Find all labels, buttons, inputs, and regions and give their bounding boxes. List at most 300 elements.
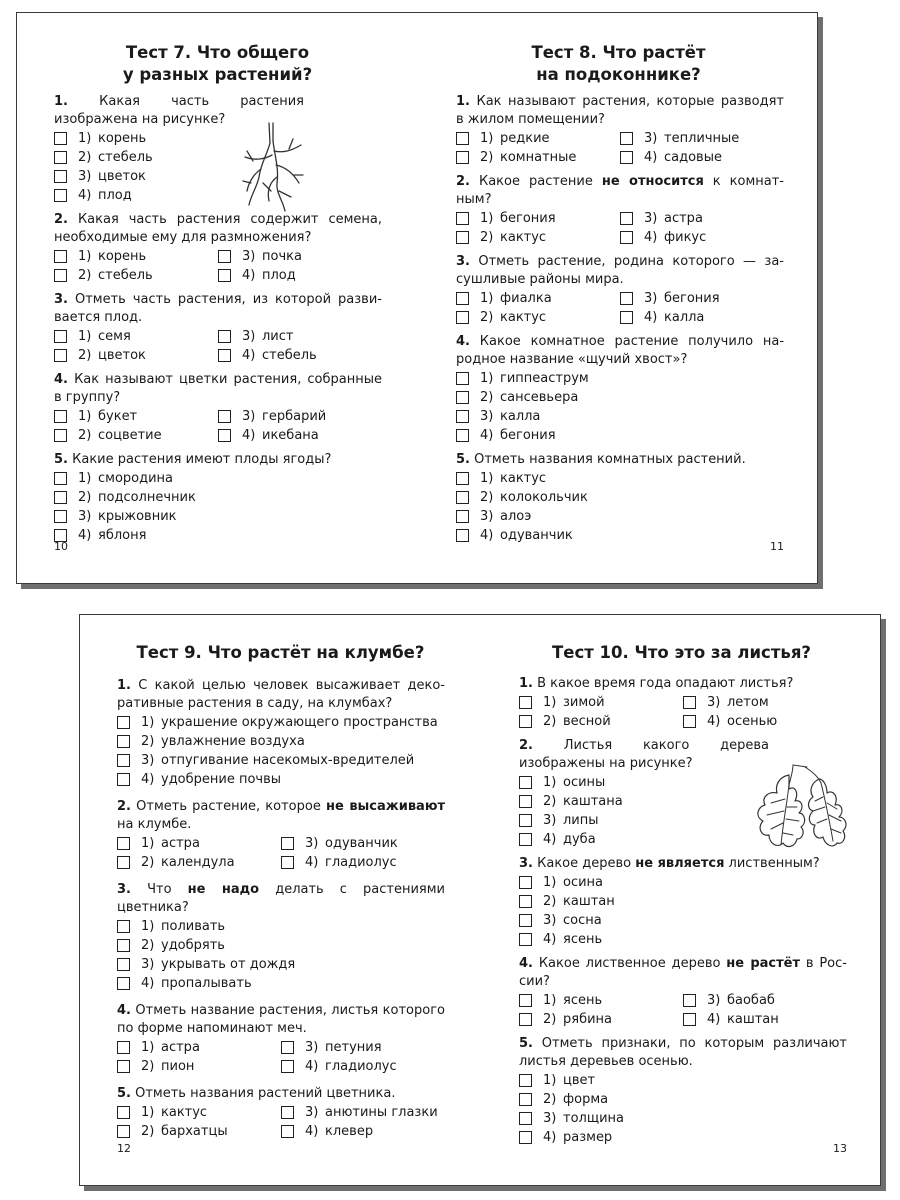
answer-option[interactable] xyxy=(218,426,382,445)
answer-checkbox[interactable] xyxy=(519,1074,532,1087)
answer-checkbox[interactable] xyxy=(456,429,469,442)
option-label: соцветие xyxy=(98,428,162,443)
answer-option[interactable] xyxy=(519,1128,847,1147)
question-text-body: Отметь названия растений цветника. xyxy=(135,1086,396,1101)
option-number: 3) xyxy=(644,291,658,306)
test-8-questions xyxy=(456,93,784,545)
answer-option[interactable] xyxy=(519,1010,683,1029)
question-text xyxy=(117,1002,445,1038)
answer-checkbox[interactable] xyxy=(54,170,67,183)
option-label: размер xyxy=(563,1130,613,1145)
answer-checkbox[interactable] xyxy=(117,939,130,952)
question-text-part: делать с растениями цветника? xyxy=(117,882,445,915)
answer-option[interactable] xyxy=(519,1071,847,1090)
answer-options xyxy=(54,327,382,365)
answer-option[interactable] xyxy=(620,129,784,148)
answer-checkbox[interactable] xyxy=(519,715,532,728)
question-4 xyxy=(456,333,784,445)
answer-option[interactable] xyxy=(683,1010,847,1029)
question-1 xyxy=(54,93,382,205)
answer-checkbox[interactable] xyxy=(54,349,67,362)
option-number: 4) xyxy=(305,855,319,870)
answer-option[interactable] xyxy=(117,974,445,993)
option-number: 3) xyxy=(480,409,494,424)
option-number: 4) xyxy=(543,832,557,847)
answer-checkbox[interactable] xyxy=(54,491,67,504)
answer-options xyxy=(519,991,847,1029)
answer-checkbox[interactable] xyxy=(683,1013,696,1026)
answer-checkbox[interactable] xyxy=(519,994,532,1007)
option-label: фикус xyxy=(664,230,707,245)
answer-options xyxy=(519,1071,847,1147)
answer-checkbox[interactable] xyxy=(218,330,231,343)
question-number: 5. xyxy=(519,1036,533,1051)
option-label: плод xyxy=(98,188,132,203)
answer-option[interactable] xyxy=(117,751,445,770)
answer-option[interactable] xyxy=(281,834,445,853)
answer-option[interactable] xyxy=(117,1103,281,1122)
question-text-part: на клумбе. xyxy=(117,817,192,832)
option-number: 1) xyxy=(78,249,92,264)
question-number: 2. xyxy=(54,212,68,227)
question-5 xyxy=(519,1035,847,1147)
answer-option[interactable] xyxy=(456,526,784,545)
option-number: 3) xyxy=(644,131,658,146)
question-3 xyxy=(456,253,784,327)
option-number: 3) xyxy=(543,813,557,828)
question-number: 1. xyxy=(54,94,68,109)
answer-option[interactable] xyxy=(519,1109,847,1128)
answer-option[interactable] xyxy=(117,853,281,872)
option-label: отпугивание насекомых-вредителей xyxy=(161,753,415,768)
option-number: 3) xyxy=(305,836,319,851)
answer-checkbox[interactable] xyxy=(54,189,67,202)
answer-option[interactable] xyxy=(456,369,784,388)
option-label: гербарий xyxy=(262,409,327,424)
option-label: гладиолус xyxy=(325,1059,397,1074)
question-text xyxy=(519,1035,847,1071)
question-text-part: в России? xyxy=(519,956,847,989)
question-text xyxy=(519,675,847,693)
option-label: поливать xyxy=(161,919,226,934)
answer-option[interactable] xyxy=(117,1057,281,1076)
answer-checkbox[interactable] xyxy=(683,696,696,709)
option-number: 2) xyxy=(543,714,557,729)
emphasis-text: не надо xyxy=(187,882,260,897)
answer-option[interactable] xyxy=(281,1057,445,1076)
option-number: 2) xyxy=(141,734,155,749)
option-number: 4) xyxy=(242,348,256,363)
option-number: 2) xyxy=(480,230,494,245)
option-number: 1) xyxy=(141,919,155,934)
option-label: дуба xyxy=(563,832,596,847)
option-label: яблоня xyxy=(98,528,147,543)
answer-checkbox[interactable] xyxy=(620,311,633,324)
answer-checkbox[interactable] xyxy=(117,754,130,767)
question-text xyxy=(54,291,382,327)
answer-option[interactable] xyxy=(117,1038,281,1057)
answer-checkbox[interactable] xyxy=(117,1106,130,1119)
answer-checkbox[interactable] xyxy=(519,1013,532,1026)
question-number: 4. xyxy=(519,956,533,971)
option-number: 1) xyxy=(141,1040,155,1055)
answer-option[interactable] xyxy=(620,289,784,308)
question-text-body: Отметь признаки, по которым различают листья деревьев осенью. xyxy=(519,1036,848,1069)
option-label: одуванчик xyxy=(325,836,398,851)
answer-option[interactable] xyxy=(519,991,683,1010)
answer-checkbox[interactable] xyxy=(117,920,130,933)
option-label: украшение окружающего пространства xyxy=(161,715,438,730)
option-number: 2) xyxy=(543,1012,557,1027)
option-label: рябина xyxy=(563,1012,613,1027)
answer-options xyxy=(456,129,784,167)
answer-options xyxy=(456,369,784,445)
question-text xyxy=(117,1085,445,1103)
option-number: 4) xyxy=(644,310,658,325)
answer-checkbox[interactable] xyxy=(519,833,532,846)
question-4 xyxy=(54,371,382,445)
answer-checkbox[interactable] xyxy=(620,151,633,164)
question-text-part: Какое растение xyxy=(478,174,602,189)
option-label: петуния xyxy=(325,1040,382,1055)
answer-option[interactable] xyxy=(117,1122,281,1141)
option-number: 3) xyxy=(707,993,721,1008)
answer-checkbox[interactable] xyxy=(117,1060,130,1073)
page-13 xyxy=(481,615,882,1185)
option-number: 2) xyxy=(543,1092,557,1107)
answer-option[interactable] xyxy=(117,955,445,974)
answer-option[interactable] xyxy=(117,917,445,936)
answer-checkbox[interactable] xyxy=(519,933,532,946)
answer-options xyxy=(54,407,382,445)
option-label: каштан xyxy=(563,894,615,909)
answer-checkbox[interactable] xyxy=(519,696,532,709)
answer-option[interactable] xyxy=(519,693,683,712)
answer-checkbox[interactable] xyxy=(54,472,67,485)
answer-checkbox[interactable] xyxy=(519,895,532,908)
answer-checkbox[interactable] xyxy=(620,132,633,145)
answer-checkbox[interactable] xyxy=(519,795,532,808)
option-label: зимой xyxy=(563,695,605,710)
option-number: 4) xyxy=(242,428,256,443)
answer-checkbox[interactable] xyxy=(620,212,633,225)
answer-options xyxy=(117,713,445,789)
option-number: 2) xyxy=(78,428,92,443)
answer-checkbox[interactable] xyxy=(117,735,130,748)
answer-checkbox[interactable] xyxy=(519,1131,532,1144)
question-text-part: лиственным? xyxy=(724,856,820,871)
question-text xyxy=(456,451,784,469)
answer-checkbox[interactable] xyxy=(281,837,294,850)
option-label: каштан xyxy=(727,1012,779,1027)
answer-option[interactable] xyxy=(281,1038,445,1057)
option-label: стебель xyxy=(98,150,153,165)
answer-checkbox[interactable] xyxy=(117,773,130,786)
question-text-part: Что xyxy=(147,882,188,897)
question-number: 2. xyxy=(456,174,470,189)
answer-option[interactable] xyxy=(456,388,784,407)
option-label: одуванчик xyxy=(500,528,573,543)
answer-option[interactable] xyxy=(519,930,847,949)
answer-option[interactable] xyxy=(218,247,382,266)
answer-checkbox[interactable] xyxy=(456,231,469,244)
option-number: 4) xyxy=(480,428,494,443)
page-12 xyxy=(80,615,481,1185)
question-number: 5. xyxy=(117,1086,131,1101)
question-text-body: С какой целью человек высаживает декоративные растения в саду, на клумбах? xyxy=(117,678,445,711)
answer-option[interactable] xyxy=(117,713,445,732)
answer-option[interactable] xyxy=(117,770,445,789)
answer-checkbox[interactable] xyxy=(218,429,231,442)
option-label: форма xyxy=(563,1092,609,1107)
option-label: крыжовник xyxy=(98,509,177,524)
option-label: цвет xyxy=(563,1073,596,1088)
answer-option[interactable] xyxy=(54,407,218,426)
answer-option[interactable] xyxy=(218,327,382,346)
test-10-title: Тест 10. Что это за листья? xyxy=(552,643,811,662)
answer-option[interactable] xyxy=(456,507,784,526)
option-number: 4) xyxy=(644,230,658,245)
question-number: 5. xyxy=(456,452,470,467)
answer-option[interactable] xyxy=(117,732,445,751)
option-label: гиппеаструм xyxy=(500,371,589,386)
question-3 xyxy=(54,291,382,365)
answer-options xyxy=(54,247,382,285)
answer-checkbox[interactable] xyxy=(519,914,532,927)
answer-option[interactable] xyxy=(54,247,218,266)
option-number: 1) xyxy=(78,471,92,486)
answer-option[interactable] xyxy=(456,469,784,488)
answer-checkbox[interactable] xyxy=(456,472,469,485)
answer-option[interactable] xyxy=(54,346,218,365)
answer-option[interactable] xyxy=(54,488,382,507)
answer-checkbox[interactable] xyxy=(620,292,633,305)
option-label: кактус xyxy=(500,471,547,486)
answer-option[interactable] xyxy=(620,148,784,167)
option-label: пропалывать xyxy=(161,976,252,991)
option-label: фиалка xyxy=(500,291,552,306)
answer-checkbox[interactable] xyxy=(281,856,294,869)
answer-option[interactable] xyxy=(218,407,382,426)
answer-option[interactable] xyxy=(54,186,382,205)
answer-option[interactable] xyxy=(456,148,620,167)
question-text xyxy=(117,677,445,713)
answer-checkbox[interactable] xyxy=(54,151,67,164)
answer-checkbox[interactable] xyxy=(456,510,469,523)
option-number: 1) xyxy=(480,291,494,306)
answer-checkbox[interactable] xyxy=(281,1060,294,1073)
page-number: 11 xyxy=(770,540,784,553)
question-text-body: Отметь название растения, листья которого по форме напоминают меч. xyxy=(117,1003,445,1036)
option-number: 3) xyxy=(242,409,256,424)
question-text xyxy=(456,173,784,209)
question-text xyxy=(456,253,784,289)
answer-checkbox[interactable] xyxy=(281,1106,294,1119)
answer-checkbox[interactable] xyxy=(456,132,469,145)
answer-option[interactable] xyxy=(54,266,218,285)
page-number: 12 xyxy=(117,1142,131,1155)
option-number: 3) xyxy=(305,1040,319,1055)
question-5 xyxy=(456,451,784,545)
answer-checkbox[interactable] xyxy=(117,837,130,850)
emphasis-text: не относится xyxy=(601,174,704,189)
answer-option[interactable] xyxy=(54,327,218,346)
answer-checkbox[interactable] xyxy=(456,372,469,385)
answer-option[interactable] xyxy=(54,148,382,167)
option-label: астра xyxy=(161,836,200,851)
question-2 xyxy=(456,173,784,247)
answer-option[interactable] xyxy=(456,426,784,445)
answer-option[interactable] xyxy=(683,693,847,712)
answer-option[interactable] xyxy=(54,526,382,545)
answer-checkbox[interactable] xyxy=(281,1125,294,1138)
question-number: 5. xyxy=(54,452,68,467)
answer-option[interactable] xyxy=(281,1122,445,1141)
answer-checkbox[interactable] xyxy=(54,269,67,282)
answer-option[interactable] xyxy=(54,507,382,526)
answer-option[interactable] xyxy=(456,209,620,228)
option-label: кактус xyxy=(500,310,547,325)
answer-checkbox[interactable] xyxy=(456,391,469,404)
answer-checkbox[interactable] xyxy=(218,250,231,263)
answer-option[interactable] xyxy=(117,834,281,853)
answer-checkbox[interactable] xyxy=(519,776,532,789)
option-number: 4) xyxy=(543,932,557,947)
answer-options xyxy=(117,917,445,993)
question-text-part: Какое лиственное дерево xyxy=(538,956,727,971)
answer-option[interactable] xyxy=(620,209,784,228)
question-text-body: В какое время года опадают листья? xyxy=(537,676,794,691)
question-text-body: Как называют цветки растения, собранные в группу? xyxy=(54,372,382,405)
answer-option[interactable] xyxy=(519,712,683,731)
option-label: сансевьера xyxy=(500,390,579,405)
answer-checkbox[interactable] xyxy=(456,292,469,305)
answer-checkbox[interactable] xyxy=(117,958,130,971)
answer-option[interactable] xyxy=(456,289,620,308)
option-label: садовые xyxy=(664,150,722,165)
answer-checkbox[interactable] xyxy=(519,814,532,827)
option-number: 3) xyxy=(242,329,256,344)
question-4 xyxy=(519,955,847,1029)
option-label: кактус xyxy=(161,1105,208,1120)
answer-option[interactable] xyxy=(54,167,382,186)
answer-option[interactable] xyxy=(456,488,784,507)
answer-checkbox[interactable] xyxy=(683,994,696,1007)
answer-checkbox[interactable] xyxy=(456,212,469,225)
page-10 xyxy=(17,13,418,583)
answer-checkbox[interactable] xyxy=(519,1093,532,1106)
option-number: 2) xyxy=(78,490,92,505)
answer-checkbox[interactable] xyxy=(117,716,130,729)
answer-option[interactable] xyxy=(218,346,382,365)
answer-option[interactable] xyxy=(456,407,784,426)
answer-checkbox[interactable] xyxy=(519,1112,532,1125)
answer-option[interactable] xyxy=(683,991,847,1010)
answer-option[interactable] xyxy=(281,1103,445,1122)
answer-option[interactable] xyxy=(519,873,847,892)
answer-checkbox[interactable] xyxy=(218,410,231,423)
answer-checkbox[interactable] xyxy=(54,330,67,343)
option-label: почка xyxy=(262,249,302,264)
question-number: 4. xyxy=(117,1003,131,1018)
question-text-body: Отметь часть растения, из которой развивается плод. xyxy=(54,292,382,325)
answer-option[interactable] xyxy=(54,129,382,148)
question-text xyxy=(54,211,382,247)
answer-checkbox[interactable] xyxy=(54,510,67,523)
answer-option[interactable] xyxy=(456,228,620,247)
question-3 xyxy=(117,881,445,993)
answer-checkbox[interactable] xyxy=(54,250,67,263)
answer-checkbox[interactable] xyxy=(456,529,469,542)
option-label: тепличные xyxy=(664,131,740,146)
answer-option[interactable] xyxy=(519,892,847,911)
option-label: цветок xyxy=(98,169,146,184)
answer-option[interactable] xyxy=(218,266,382,285)
answer-option[interactable] xyxy=(117,936,445,955)
answer-option[interactable] xyxy=(456,308,620,327)
answer-checkbox[interactable] xyxy=(683,715,696,728)
option-number: 2) xyxy=(141,1059,155,1074)
answer-checkbox[interactable] xyxy=(218,349,231,362)
answer-option[interactable] xyxy=(54,469,382,488)
answer-checkbox[interactable] xyxy=(456,491,469,504)
option-label: стебель xyxy=(98,268,153,283)
answer-option[interactable] xyxy=(620,228,784,247)
answer-options xyxy=(456,469,784,545)
option-label: колокольчик xyxy=(500,490,588,505)
answer-checkbox[interactable] xyxy=(117,977,130,990)
answer-checkbox[interactable] xyxy=(117,1125,130,1138)
option-label: калла xyxy=(500,409,541,424)
option-label: калла xyxy=(664,310,705,325)
option-number: 4) xyxy=(480,528,494,543)
option-number: 1) xyxy=(480,371,494,386)
answer-option[interactable] xyxy=(519,911,847,930)
question-text-body: Какое комнатное растение получило народное название «щучий хвост»? xyxy=(456,334,785,367)
answer-checkbox[interactable] xyxy=(54,429,67,442)
answer-option[interactable] xyxy=(54,426,218,445)
option-number: 1) xyxy=(543,695,557,710)
answer-option[interactable] xyxy=(519,1090,847,1109)
answer-checkbox[interactable] xyxy=(456,311,469,324)
answer-checkbox[interactable] xyxy=(117,856,130,869)
option-number: 4) xyxy=(78,188,92,203)
answer-checkbox[interactable] xyxy=(117,1041,130,1054)
option-label: осины xyxy=(563,775,606,790)
option-number: 1) xyxy=(543,775,557,790)
emphasis-text: не является xyxy=(635,856,725,871)
answer-checkbox[interactable] xyxy=(281,1041,294,1054)
answer-checkbox[interactable] xyxy=(620,231,633,244)
answer-checkbox[interactable] xyxy=(456,410,469,423)
answer-option[interactable] xyxy=(683,712,847,731)
option-label: весной xyxy=(563,714,611,729)
answer-checkbox[interactable] xyxy=(519,876,532,889)
option-number: 1) xyxy=(78,131,92,146)
answer-option[interactable] xyxy=(620,308,784,327)
answer-checkbox[interactable] xyxy=(54,410,67,423)
answer-checkbox[interactable] xyxy=(54,132,67,145)
option-number: 1) xyxy=(480,471,494,486)
answer-checkbox[interactable] xyxy=(456,151,469,164)
answer-option[interactable] xyxy=(281,853,445,872)
page-number: 10 xyxy=(54,540,68,553)
option-number: 1) xyxy=(78,409,92,424)
answer-checkbox[interactable] xyxy=(218,269,231,282)
question-number: 1. xyxy=(117,678,131,693)
question-text-part: Отметь растение, которое xyxy=(136,799,326,814)
answer-option[interactable] xyxy=(456,129,620,148)
